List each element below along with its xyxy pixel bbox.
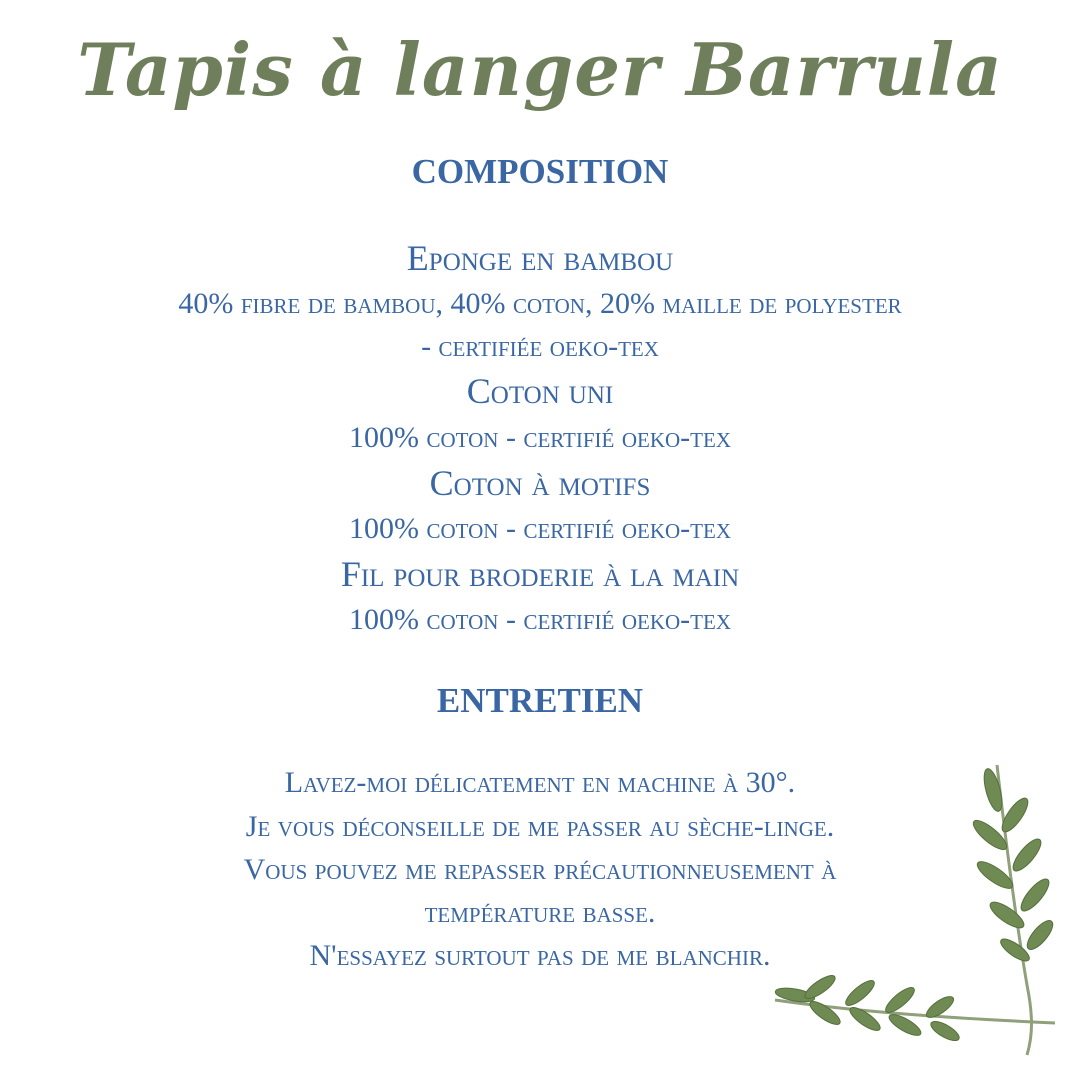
material-detail: 100% coton - certifié oeko-tex xyxy=(349,603,731,636)
material-name: Coton uni xyxy=(466,371,614,411)
composition-heading: COMPOSITION xyxy=(411,152,669,191)
material-name: Fil pour broderie à la main xyxy=(340,554,740,594)
care-instruction: Vous pouvez me repasser précautionneusement à xyxy=(243,853,837,886)
material-name: Eponge en bambou xyxy=(406,238,674,278)
entretien-heading: ENTRETIEN xyxy=(436,681,644,720)
material-detail: 40% fibre de bambou, 40% coton, 20% maille de polyester xyxy=(178,287,902,320)
care-instruction: Je vous déconseille de me passer au sèche-linge. xyxy=(245,810,835,843)
care-instruction: Lavez-moi délicatement en machine à 30°. xyxy=(284,766,796,799)
page-title: Tapis à langer Barrula xyxy=(77,27,1003,112)
material-detail: 100% coton - certifié oeko-tex xyxy=(349,421,731,454)
care-instruction: N'essayez surtout pas de me blanchir. xyxy=(309,939,771,972)
olive-branch-icon xyxy=(765,755,1065,1065)
material-detail: - certifiée oeko-tex xyxy=(421,330,659,363)
material-name: Coton à motifs xyxy=(429,463,651,503)
material-detail: 100% coton - certifié oeko-tex xyxy=(349,512,731,545)
care-instruction: température basse. xyxy=(424,896,656,929)
